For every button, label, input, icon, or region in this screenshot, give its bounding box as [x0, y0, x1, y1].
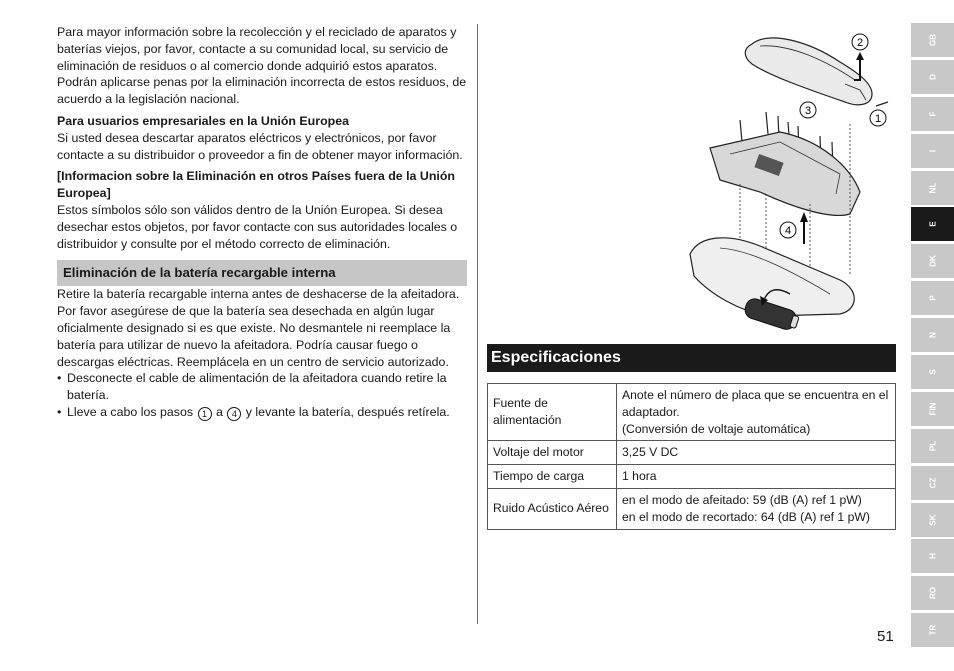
tab-lang-ro[interactable]	[911, 576, 954, 610]
tab-label: CZ	[928, 477, 937, 489]
tab-label: D	[928, 74, 937, 80]
table-row	[488, 441, 896, 465]
tab-label: TR	[928, 624, 937, 636]
language-tabs	[911, 23, 954, 650]
tab-label: P	[928, 295, 937, 301]
battery-removal-heading: Eliminación de la batería recargable interna	[57, 260, 467, 286]
tab-label: FIN	[928, 402, 937, 416]
tab-lang-s[interactable]	[911, 355, 954, 389]
spec-value-line: en el modo de recortado: 64 (dB (A) ref 1 pW)	[622, 509, 870, 524]
battery-removal-paragraph: Retire la batería recargable interna antes de deshacerse de la afeitadora. Por favor asegúrese de que la batería sea desechada en algún lugar oficialmente designado si es que existe. No desmantele ni reemplace la batería para utilizar de nuevo la afeitadora. Podría causar fuego o descargas eléctricas. Reemplácela en un centro de servicio autorizado.	[57, 287, 460, 369]
step-1-label: 1	[874, 113, 882, 125]
tab-lang-pl[interactable]	[911, 429, 954, 463]
bullet-text-part: y levante la batería, después retírela.	[245, 404, 450, 419]
specifications-table	[487, 383, 896, 530]
step-1-marker: 1	[198, 407, 212, 421]
spec-value-line: Anote el número de placa que se encuentra en el adaptador.	[622, 388, 889, 419]
step-2-label: 2	[856, 37, 864, 49]
spec-key: Voltaje del motor	[488, 441, 617, 465]
tab-lang-sk[interactable]	[911, 503, 954, 537]
step-4-marker: 4	[227, 407, 241, 421]
spec-key: Fuente de alimentación	[488, 384, 617, 441]
tab-lang-h[interactable]	[911, 539, 954, 573]
tab-lang-d[interactable]	[911, 60, 954, 94]
business-users-heading: Para usuarios empresariales en la Unión Europea	[57, 113, 349, 128]
spec-key: Ruido Acústico Aéreo	[488, 488, 617, 529]
spec-value-line: 1 hora	[622, 469, 657, 484]
tab-lang-cz[interactable]	[911, 466, 954, 500]
spec-value-line: en el modo de afeitado: 59 (dB (A) ref 1 pW)	[622, 492, 862, 507]
recycling-paragraph: Para mayor información sobre la recolección y el reciclado de aparatos y baterías viejos, por favor, contacte a su comunidad local, su servicio de eliminación de residuos o al comercio donde adquirió estos aparatos.	[57, 25, 457, 73]
tab-label: S	[928, 369, 937, 375]
outside-eu-heading: [Informacion sobre la Eliminación en otros Países fuera de la Unión Europea]	[57, 169, 455, 201]
penalty-paragraph: Podrán aplicarse penas por la eliminación incorrecta de estos residuos, de acuerdo a la legislación nacional.	[57, 75, 467, 107]
tab-lang-dk[interactable]	[911, 244, 954, 278]
spec-value	[617, 441, 896, 465]
column-divider	[477, 24, 478, 624]
spec-value-line: 3,25 V DC	[622, 445, 679, 460]
shaver-disassembly-illustration	[660, 24, 900, 334]
bullet-item	[57, 404, 467, 421]
bullet-text	[67, 404, 450, 421]
table-row	[488, 488, 896, 529]
outside-eu-paragraph: Estos símbolos sólo son válidos dentro de la Unión Europea. Si desea desechar estos objetos, por favor contacte con sus autoridades locales o distribuidor y consulte por el método correcto de eliminación.	[57, 202, 458, 251]
tab-lang-fin[interactable]	[911, 392, 954, 426]
tab-lang-n[interactable]	[911, 318, 954, 352]
shaver-cover	[745, 38, 872, 105]
specifications-heading: Especificaciones	[487, 344, 896, 372]
tab-lang-e[interactable]	[911, 207, 954, 241]
table-row	[488, 465, 896, 489]
tab-label: PL	[928, 440, 937, 451]
bullet-symbol: •	[57, 371, 62, 386]
tab-label: E	[928, 221, 937, 228]
spec-value	[617, 488, 896, 529]
bullet-item	[57, 370, 467, 404]
tab-label: GB	[928, 34, 937, 46]
tab-label: H	[928, 553, 937, 560]
tab-lang-nl[interactable]	[911, 171, 954, 205]
spec-value	[617, 384, 896, 441]
bullet-text-part: Lleve a cabo los pasos	[67, 404, 194, 419]
step-4-label: 4	[784, 225, 792, 237]
tab-label: SK	[928, 514, 937, 526]
tab-label: RO	[928, 587, 937, 600]
spec-value	[617, 465, 896, 489]
tab-lang-i[interactable]	[911, 134, 954, 168]
step-3-label: 3	[804, 105, 812, 117]
tab-label: NL	[928, 182, 937, 193]
table-row	[488, 384, 896, 441]
bullet-text-part: a	[215, 404, 223, 419]
spec-key: Tiempo de carga	[488, 465, 617, 489]
tab-lang-gb[interactable]	[911, 23, 954, 57]
tab-lang-tr[interactable]	[911, 613, 954, 647]
tab-label: F	[928, 111, 937, 117]
spec-value-line: (Conversión de voltaje automática)	[622, 421, 811, 436]
business-users-paragraph: Si usted desea descartar aparatos eléctricos y electrónicos, por favor contacte a su distribuidor o proveedor a fin de obtener mayor información.	[57, 130, 463, 162]
page-number: 51	[877, 628, 894, 645]
bullet-text: Desconecte el cable de alimentación de la afeitadora cuando retire la batería.	[67, 371, 447, 403]
bullet-symbol: •	[57, 404, 62, 419]
tab-label: N	[928, 332, 937, 339]
tab-label: DK	[928, 255, 937, 268]
tab-label: I	[928, 149, 937, 152]
tab-lang-p[interactable]	[911, 281, 954, 315]
left-column	[57, 24, 467, 421]
tab-lang-f[interactable]	[911, 97, 954, 131]
